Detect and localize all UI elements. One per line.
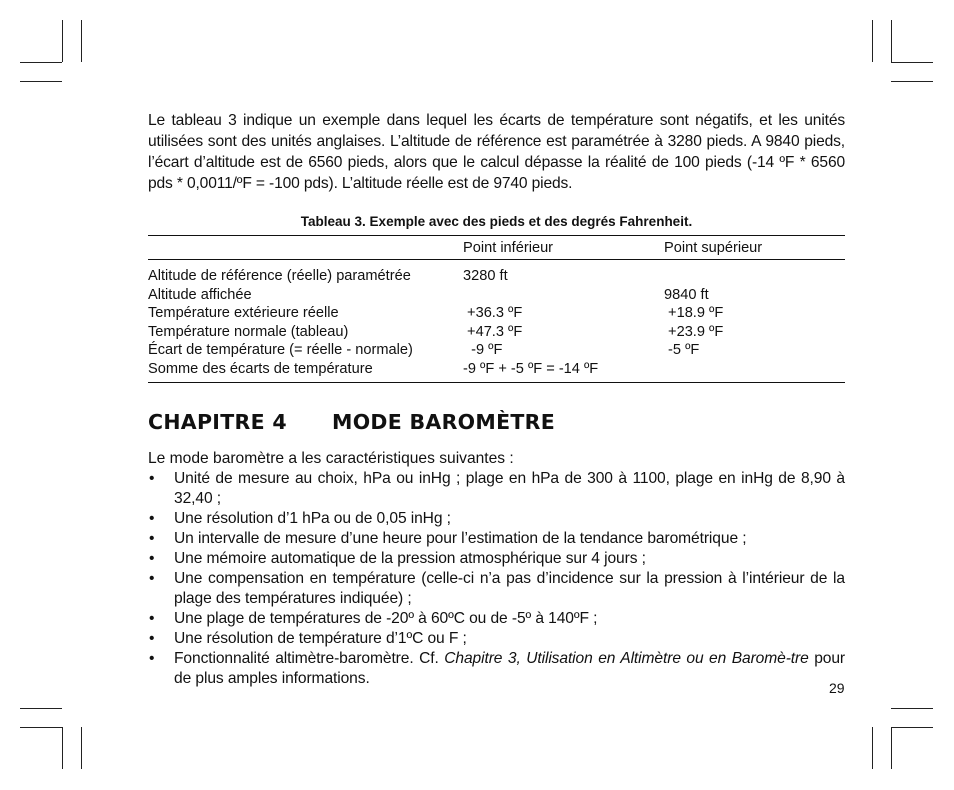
crop-mark bbox=[20, 708, 62, 709]
crop-mark bbox=[891, 708, 933, 709]
table-header bbox=[148, 236, 845, 260]
list-item-text: Fonctionnalité altimètre-baromètre. Cf. bbox=[174, 649, 445, 667]
table-cell: -5 ºF bbox=[664, 342, 700, 359]
crop-mark bbox=[872, 727, 873, 769]
table-cell: 9840 ft bbox=[664, 286, 709, 303]
table-header-cell: Point supérieur bbox=[664, 240, 763, 256]
table-cell: Altitude affichée bbox=[148, 286, 252, 303]
bullet-icon: • bbox=[149, 509, 155, 527]
list-item-text: Une plage de températures de -20º à 60ºC ou de -5º à 140ºF ; bbox=[174, 609, 598, 627]
table-caption: Tableau 3. Exemple avec des pieds et des degrés Fahrenheit. bbox=[300, 214, 693, 229]
list-item-text: Une compensation en température (celle-ci n’a pas d’incidence sur la pression à l’intérieur de la plage des températures indiquée) ; bbox=[174, 569, 845, 607]
crop-mark bbox=[872, 20, 873, 62]
table-cell: -9 ºF bbox=[463, 342, 503, 359]
list-item-text: pour de plus amples informations. bbox=[174, 649, 846, 687]
chapter-heading bbox=[148, 409, 845, 435]
table-row bbox=[148, 304, 845, 323]
list-item-text: Unité de mesure au choix, hPa ou inHg ; plage en hPa de 300 à 1100, plage en inHg de 8,90 à 32,40 ; bbox=[174, 469, 845, 507]
list-item bbox=[148, 509, 845, 529]
table-cell: +36.3 ºF bbox=[463, 305, 523, 322]
table-row bbox=[148, 360, 845, 379]
crop-mark bbox=[20, 81, 62, 82]
list-item-text: Une résolution de température d’1ºC ou F ; bbox=[174, 629, 467, 647]
list-item bbox=[148, 529, 845, 549]
table-body bbox=[148, 260, 845, 382]
table-cell: +23.9 ºF bbox=[664, 323, 724, 340]
crop-mark bbox=[20, 727, 62, 728]
list-item bbox=[148, 629, 845, 649]
list-item bbox=[148, 649, 845, 689]
crop-mark bbox=[891, 62, 933, 63]
list-item-text: Une mémoire automatique de la pression atmosphérique sur 4 jours ; bbox=[174, 549, 646, 567]
bullet-icon: • bbox=[149, 629, 155, 647]
feature-list bbox=[148, 469, 845, 689]
table-cell: +18.9 ºF bbox=[664, 305, 724, 322]
list-item bbox=[148, 549, 845, 569]
bullet-icon: • bbox=[149, 609, 155, 627]
crop-mark bbox=[81, 727, 82, 769]
table-cell: Écart de température (= réelle - normale) bbox=[148, 342, 413, 359]
chapter-number: CHAPITRE 4 bbox=[148, 409, 287, 434]
table-cell: Somme des écarts de température bbox=[148, 360, 373, 377]
table-row bbox=[148, 323, 845, 342]
chapter-reference: Chapitre 3, Utilisation en Altimètre ou en Baromè-tre bbox=[444, 649, 809, 667]
bullet-icon: • bbox=[149, 529, 155, 547]
crop-mark bbox=[62, 20, 63, 62]
crop-mark bbox=[891, 727, 933, 728]
crop-mark bbox=[891, 20, 892, 62]
list-item bbox=[148, 469, 845, 509]
table-cell: Température normale (tableau) bbox=[148, 323, 349, 340]
bullet-icon: • bbox=[149, 549, 155, 567]
list-item bbox=[148, 609, 845, 629]
intro-paragraph: Le tableau 3 indique un exemple dans lequel les écarts de température sont négatifs, et les unités utilisées sont des unités anglaises. L’altitude de référence est paramétrée à 3280 pieds. A 9840 pieds, l’écart d’altitude est de 6560 pieds, alors que le calcul dépasse la réalité de 100 pieds (-14 ºF * 6560 pds * 0,0011/ºF = -100 pds). L’altitude réelle est de 9740 pieds. bbox=[148, 112, 845, 192]
table-cell: Température extérieure réelle bbox=[148, 305, 339, 322]
data-table bbox=[148, 235, 845, 383]
chapter-title: MODE BAROMÈTRE bbox=[332, 409, 556, 434]
features-lead: Le mode baromètre a les caractéristiques suivantes : bbox=[148, 449, 514, 467]
bullet-icon: • bbox=[149, 469, 155, 487]
table-cell: Altitude de référence (réelle) paramétrée bbox=[148, 268, 411, 284]
page-number: 29 bbox=[829, 680, 845, 696]
list-item-text: Un intervalle de mesure d’une heure pour l’estimation de la tendance barométrique ; bbox=[174, 529, 747, 547]
crop-mark bbox=[891, 81, 933, 82]
table-cell: 3280 ft bbox=[463, 268, 508, 284]
table-row bbox=[148, 286, 845, 305]
page-content bbox=[148, 110, 845, 689]
bullet-icon: • bbox=[149, 649, 155, 667]
crop-mark bbox=[20, 62, 62, 63]
table-row bbox=[148, 267, 845, 286]
table-cell: +47.3 ºF bbox=[463, 323, 523, 340]
crop-mark bbox=[891, 727, 892, 769]
bullet-icon: • bbox=[149, 569, 155, 587]
table-cell: -9 ºF + -5 ºF = -14 ºF bbox=[463, 360, 599, 377]
list-item-text: Une résolution d’1 hPa ou de 0,05 inHg ; bbox=[174, 509, 451, 527]
list-item bbox=[148, 569, 845, 609]
table-header-cell: Point inférieur bbox=[463, 240, 554, 256]
crop-mark bbox=[81, 20, 82, 62]
crop-mark bbox=[62, 727, 63, 769]
table-row bbox=[148, 341, 845, 360]
